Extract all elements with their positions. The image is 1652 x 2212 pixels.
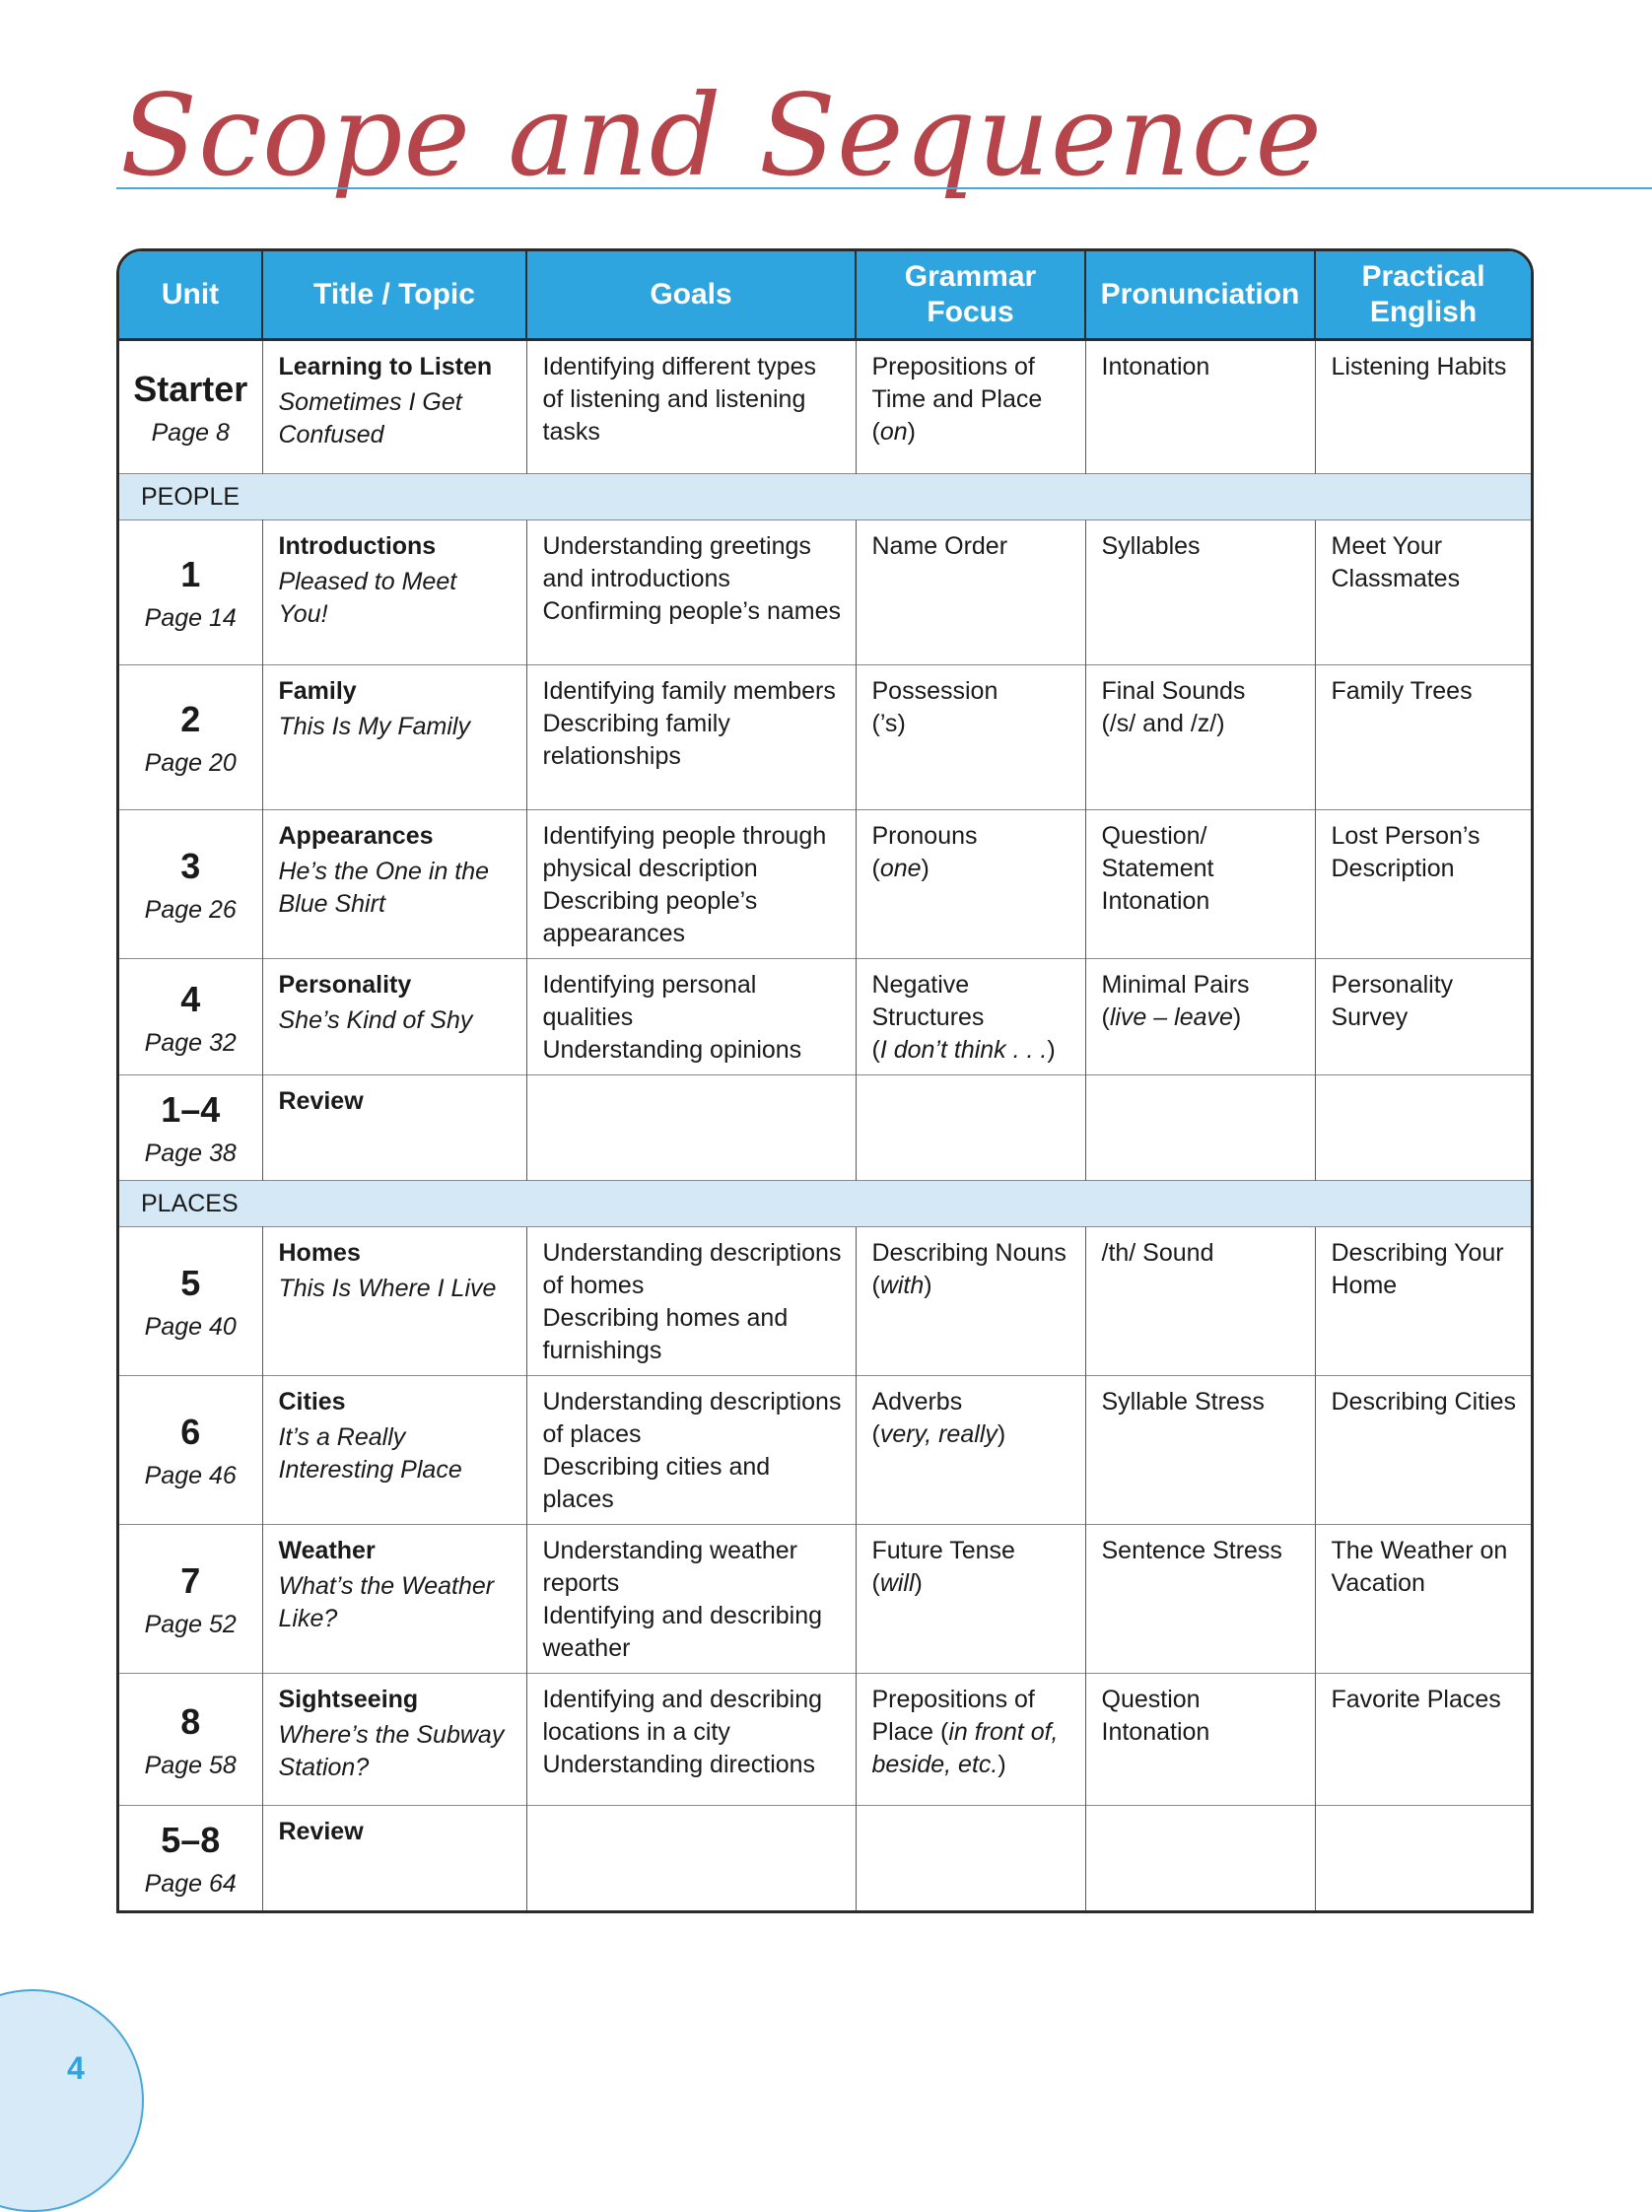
unit-page: Page 38 [144,1140,237,1167]
title-cell [262,1525,526,1674]
topic-subtitle: Sometimes I Get Confused [278,388,462,449]
grammar-example: on [879,418,908,446]
grammar-cell: Adverbs (very, really) [856,1376,1085,1525]
unit-cell [119,1806,262,1911]
goals-cell [526,665,856,810]
topic-title: Appearances [278,822,434,850]
unit-number: 6 [180,1412,201,1452]
pronunciation-cell: Minimal Pairs (live – leave) [1085,959,1315,1075]
topic-title: Review [278,1087,364,1115]
goal-text: Identifying different types of listening and listening tasks [542,353,816,446]
pronunciation-cell: /th/ Sound [1085,1227,1315,1376]
section-row-places [119,1181,1531,1227]
goal-text: Understanding descriptions of places [542,1388,842,1448]
pronunciation-cell: Syllable Stress [1085,1376,1315,1525]
topic-subtitle: Pleased to Meet You! [278,568,457,628]
topic-title: Cities [278,1388,346,1416]
grammar-example: ’s [879,710,898,737]
unit-page: Page 58 [144,1751,237,1779]
unit-number: 8 [180,1700,201,1742]
section-label: PEOPLE [119,474,1531,520]
section-label: PLACES [119,1181,1531,1227]
header-unit: Unit [119,251,262,340]
table-row-unit-1 [119,520,1531,665]
goal-text: Identifying family members [542,677,836,705]
table-row-unit-3 [119,810,1531,959]
title-cell [262,1376,526,1525]
grammar-text: Possession [871,677,998,705]
table-row-unit-5 [119,1227,1531,1376]
topic-subtitle: This Is Where I Live [278,1275,497,1302]
topic-title: Introductions [278,532,437,560]
grammar-cell: Describing Nouns (with) [856,1227,1085,1376]
unit-page: Page 26 [144,896,237,924]
topic-subtitle: It’s a Really Interesting Place [278,1423,462,1484]
header-goals: Goals [526,251,856,340]
unit-page: Page 32 [144,1028,237,1057]
grammar-example: will [879,1569,915,1597]
unit-cell [119,1674,262,1806]
goal-text: Understanding weather reports [542,1537,797,1597]
practical-cell: Personality Survey [1315,959,1531,1075]
goals-cell [526,959,856,1075]
topic-title: Homes [278,1239,361,1267]
header-grammar-focus: Grammar Focus [856,251,1085,340]
goal-text: Understanding greetings and introductions [542,532,811,592]
unit-number: 7 [180,1560,201,1601]
goals-cell [526,1227,856,1376]
grammar-cell: Prepositions of Time and Place (on) [856,340,1085,474]
header-pronunciation: Pronunciation [1085,251,1315,340]
unit-number: 5–8 [161,1820,221,1860]
table-row-unit-4 [119,959,1531,1075]
grammar-cell: Possession (’s) [856,665,1085,810]
grammar-text: Describing Nouns [871,1239,1067,1267]
topic-subtitle: He’s the One in the Blue Shirt [278,858,490,918]
unit-number: 2 [180,699,201,739]
goals-cell [526,1806,856,1911]
practical-cell: Meet Your Classmates [1315,520,1531,665]
unit-cell [119,959,262,1075]
goal-text: Describing people’s appearances [542,887,758,947]
title-cell [262,340,526,474]
grammar-cell: Prepositions of Place (in front of, beside, etc.) [856,1674,1085,1806]
unit-cell [119,1227,262,1376]
goal-text: Identifying and describing weather [542,1602,823,1662]
table-row-unit-8 [119,1674,1531,1806]
practical-cell: Listening Habits [1315,340,1531,474]
unit-page: Page 52 [144,1611,237,1638]
practical-cell: Describing Cities [1315,1376,1531,1525]
grammar-text: Future Tense [871,1537,1015,1564]
topic-subtitle: Where’s the Subway Station? [278,1721,505,1781]
header-practical-english: Practical English [1315,251,1531,340]
practical-cell: Describing Your Home [1315,1227,1531,1376]
scope-sequence-table [119,251,1532,1910]
unit-cell [119,340,262,474]
unit-cell [119,1376,262,1525]
pronunciation-cell: Question/ Statement Intonation [1085,810,1315,959]
table-row-review-1-4 [119,1075,1531,1181]
topic-title: Learning to Listen [278,353,493,380]
goal-text: Describing homes and furnishings [542,1304,789,1364]
goals-cell [526,810,856,959]
grammar-cell: Future Tense (will) [856,1525,1085,1674]
goals-cell [526,340,856,474]
topic-title: Weather [278,1537,376,1564]
unit-cell [119,665,262,810]
table-row-unit-2 [119,665,1531,810]
unit-page: Page 14 [144,604,237,632]
topic-title: Family [278,677,357,705]
unit-cell [119,520,262,665]
goal-text: Describing cities and places [542,1453,771,1513]
goal-text: Understanding descriptions of homes [542,1239,842,1299]
title-cell [262,810,526,959]
goal-text: Identifying and describing locations in a city [542,1686,823,1746]
grammar-example: in front of, beside, etc. [871,1718,1059,1778]
unit-number: 5 [180,1263,201,1303]
grammar-cell [856,1075,1085,1181]
topic-subtitle: What’s the Weather Like? [278,1572,495,1632]
topic-title: Personality [278,971,412,999]
unit-page: Page 8 [151,419,230,447]
goal-text: Confirming people’s names [542,597,841,625]
pronunciation-example: live – leave [1109,1003,1233,1031]
practical-cell: Lost Person’s Description [1315,810,1531,959]
title-cell [262,1806,526,1911]
page-number-circle [0,1989,144,2212]
title-cell [262,1075,526,1181]
table-row-unit-6 [119,1376,1531,1525]
title-rule [116,187,1652,189]
pronunciation-cell [1085,1806,1315,1911]
unit-number: 3 [180,846,201,886]
unit-page: Page 20 [144,749,237,777]
topic-subtitle: She’s Kind of Shy [278,1006,473,1034]
topic-title: Sightseeing [278,1686,419,1713]
pronunciation-cell: Sentence Stress [1085,1525,1315,1674]
practical-cell: The Weather on Vacation [1315,1525,1531,1674]
pronunciation-cell: Intonation [1085,340,1315,474]
goals-cell [526,1075,856,1181]
goals-cell [526,1376,856,1525]
table-row-review-5-8 [119,1806,1531,1911]
grammar-text: Pronouns [871,822,978,850]
pronunciation-cell: Syllables [1085,520,1315,665]
grammar-text: Prepositions of Place [871,1686,1035,1746]
goal-text: Identifying people through physical description [542,822,827,882]
unit-cell [119,810,262,959]
grammar-example: one [879,855,922,882]
unit-number: 1–4 [161,1089,221,1130]
page-title: Scope and Sequence [120,70,1324,201]
grammar-example: very, really [879,1420,998,1448]
section-row-people [119,474,1531,520]
grammar-cell [856,1806,1085,1911]
table-row-unit-7 [119,1525,1531,1674]
unit-page: Page 46 [144,1462,237,1489]
page-number: 4 [67,2050,85,2086]
pronunciation-text: Minimal Pairs [1101,971,1250,999]
grammar-example: with [879,1272,925,1299]
goals-cell [526,520,856,665]
title-cell [262,1674,526,1806]
title-cell [262,520,526,665]
unit-page: Page 40 [144,1313,237,1341]
goal-text: Identifying personal qualities [542,971,757,1031]
goals-cell [526,1674,856,1806]
title-cell [262,665,526,810]
pronunciation-cell [1085,1075,1315,1181]
pronunciation-cell [1085,665,1315,810]
pronunciation-example: (/s/ and /z/) [1101,710,1225,737]
goal-text: Understanding directions [542,1751,816,1778]
pronunciation-cell: Question Intonation [1085,1674,1315,1806]
unit-number: Starter [133,369,248,409]
grammar-cell: Pronouns (one) [856,810,1085,959]
practical-cell: Family Trees [1315,665,1531,810]
unit-page: Page 64 [144,1870,237,1898]
practical-cell [1315,1075,1531,1181]
practical-cell: Favorite Places [1315,1674,1531,1806]
pronunciation-text: Final Sounds [1101,677,1246,705]
goal-text: Understanding opinions [542,1036,802,1064]
grammar-cell: Name Order [856,520,1085,665]
goals-cell [526,1525,856,1674]
table-row-starter [119,340,1531,474]
scope-table-wrapper [116,248,1534,1913]
grammar-text: Negative Structures [871,971,985,1031]
practical-cell [1315,1806,1531,1911]
unit-number: 1 [180,554,201,594]
grammar-text: Prepositions of Time and Place [871,353,1043,413]
grammar-text: Adverbs [871,1388,963,1416]
title-cell [262,1227,526,1376]
title-cell [262,959,526,1075]
unit-cell [119,1075,262,1181]
grammar-example: I don’t think . . . [879,1036,1048,1064]
topic-subtitle: This Is My Family [278,713,470,740]
unit-number: 4 [180,978,201,1019]
topic-title: Review [278,1818,364,1845]
unit-cell [119,1525,262,1674]
table-header-row [119,251,1531,340]
goal-text: Describing family relationships [542,710,730,770]
header-title-topic: Title / Topic [262,251,526,340]
grammar-cell: Negative Structures (I don’t think . . .) [856,959,1085,1075]
